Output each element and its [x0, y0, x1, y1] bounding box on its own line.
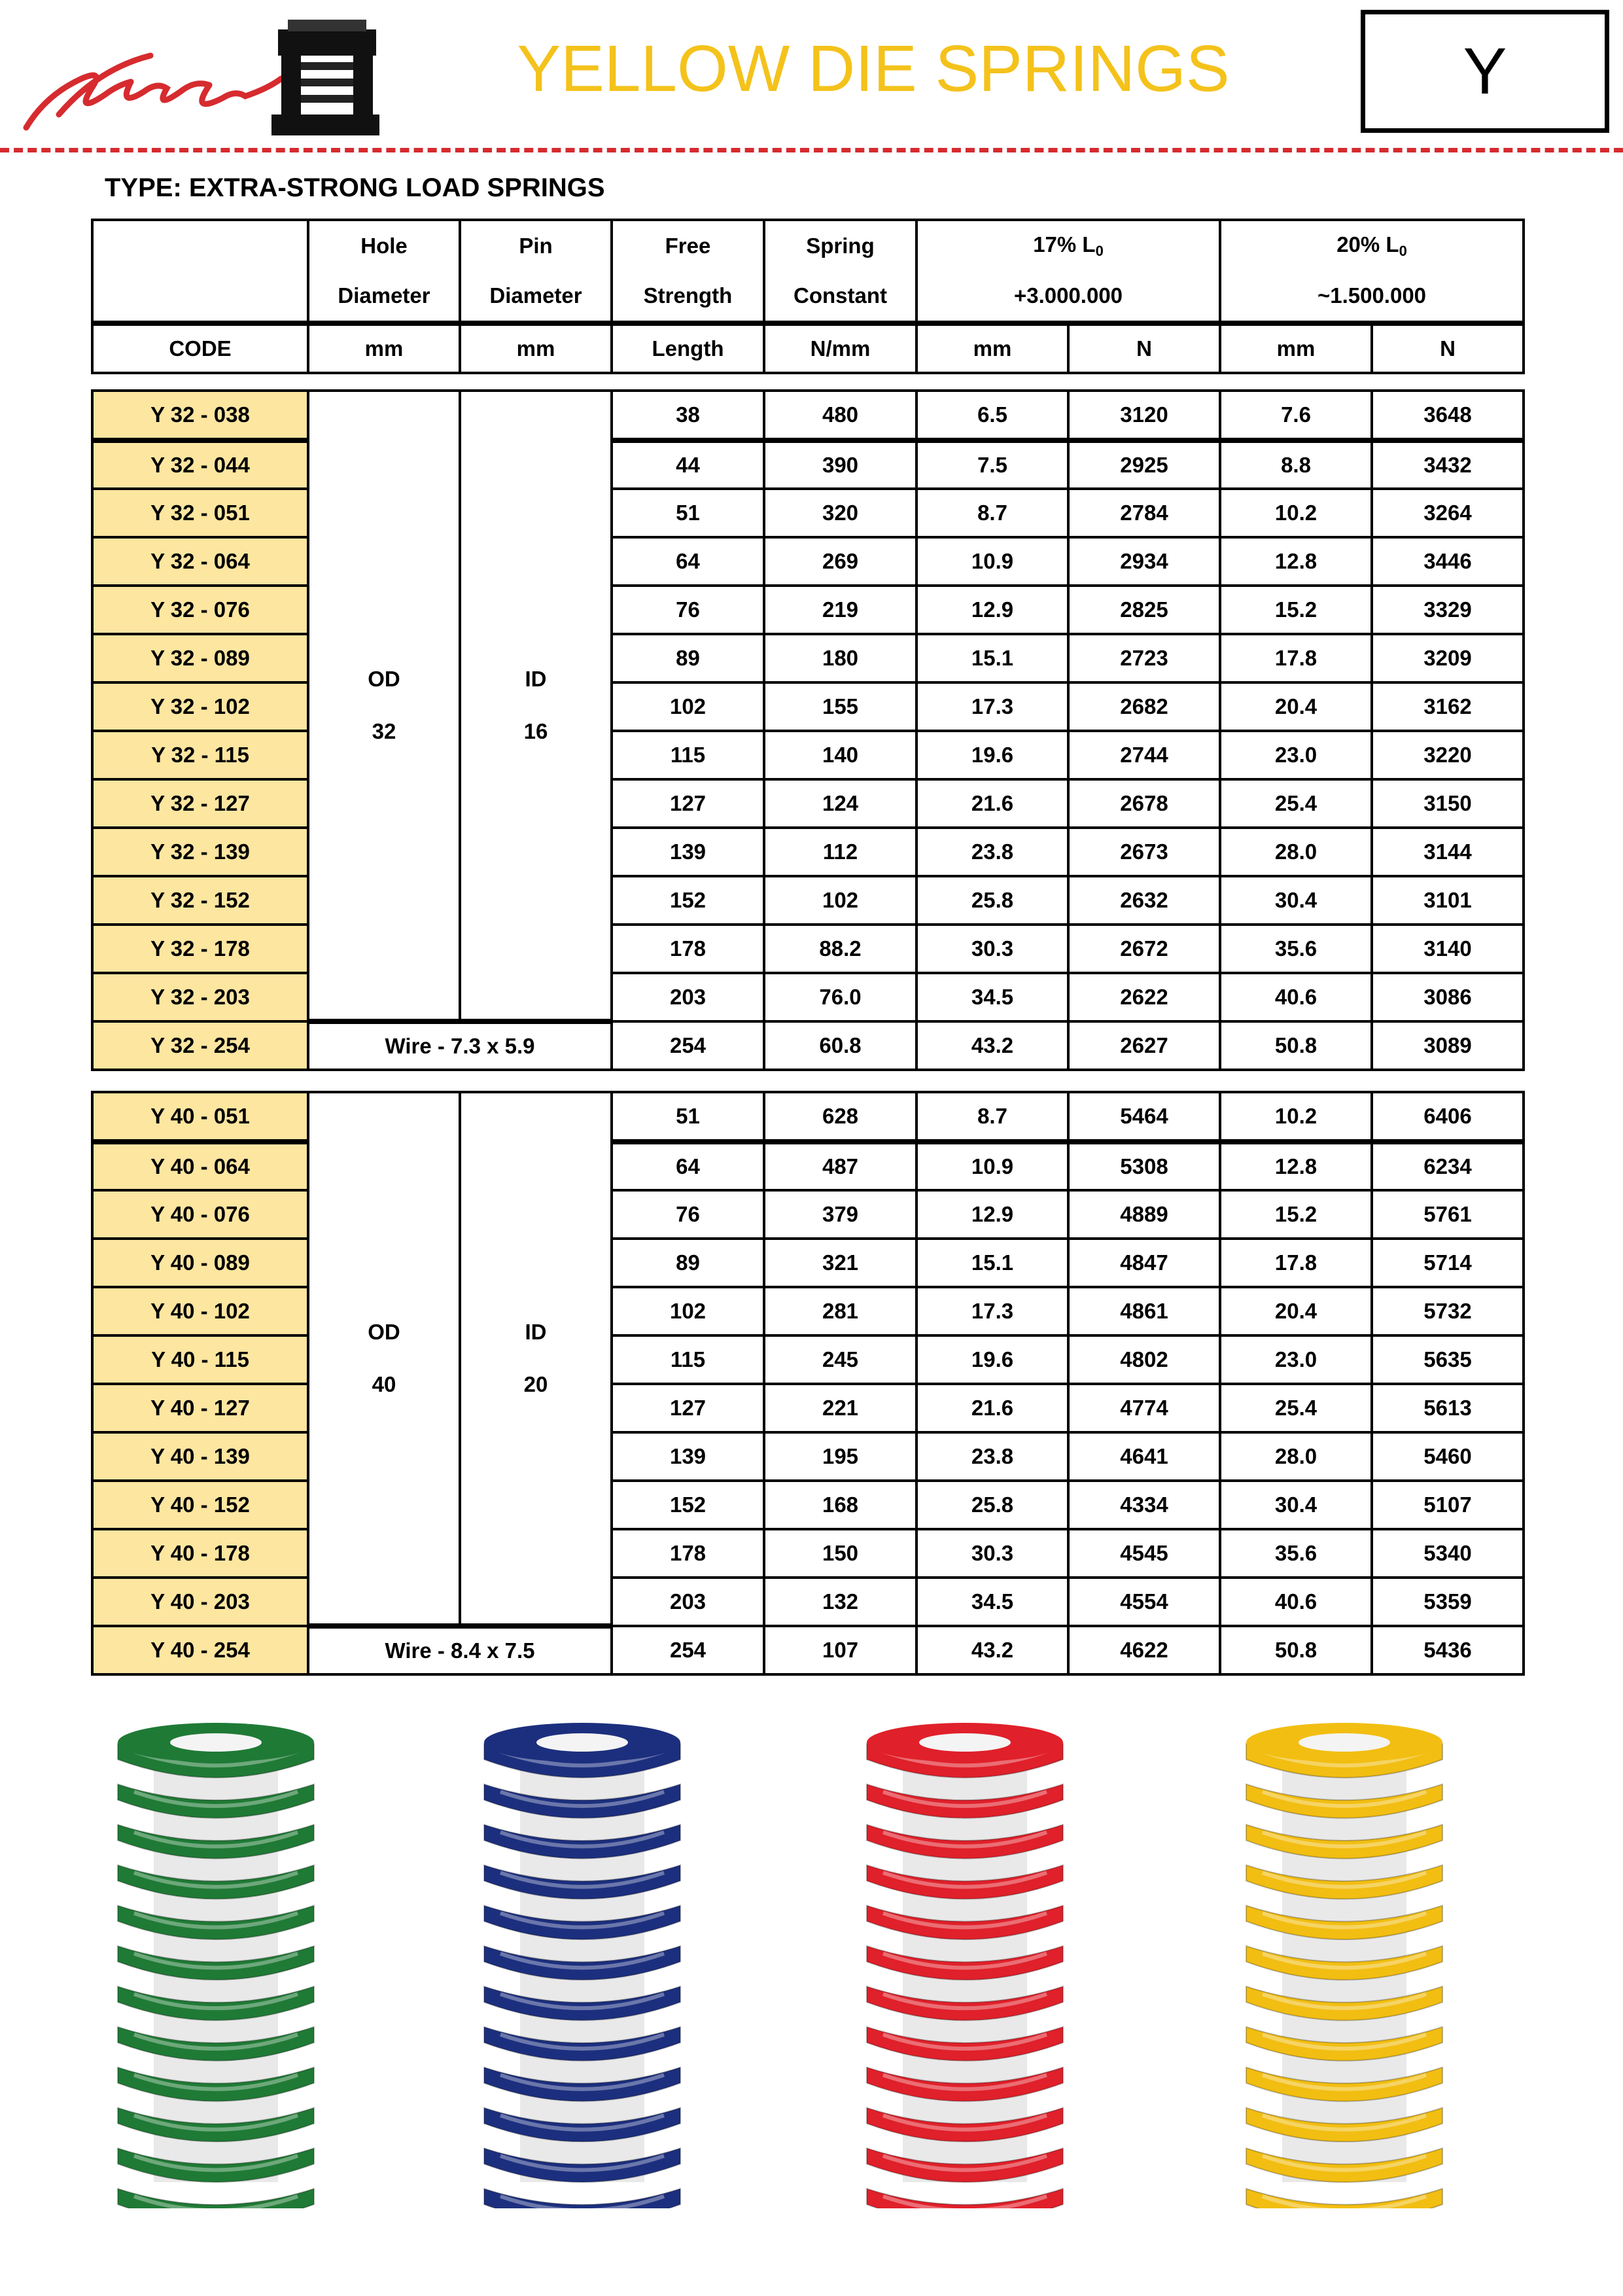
spring-constant-cell: 155 — [764, 682, 916, 731]
p20-n-cell: 5714 — [1372, 1239, 1524, 1287]
spring-constant-cell: 140 — [764, 731, 916, 779]
p20-n-cell: 3150 — [1372, 779, 1524, 828]
p17-mm-cell: 30.3 — [916, 925, 1068, 973]
free-length-cell: 89 — [612, 1239, 764, 1287]
spring-constant-cell: 168 — [764, 1481, 916, 1529]
table-row — [92, 1626, 1524, 1674]
type-badge: Y — [1361, 10, 1609, 133]
p17-mm-cell: 43.2 — [916, 1021, 1068, 1070]
free-length-cell: 51 — [612, 1092, 764, 1142]
p17-mm-cell: 19.6 — [916, 1335, 1068, 1384]
p20-n-cell: 3220 — [1372, 731, 1524, 779]
logo-die-press-icon — [271, 20, 379, 135]
free-length-cell: 178 — [612, 925, 764, 973]
code-cell: Y 32 - 127 — [92, 779, 308, 828]
free-length-cell: 203 — [612, 1578, 764, 1626]
code-cell: Y 40 - 051 — [92, 1092, 308, 1142]
table-row — [92, 1287, 1524, 1335]
p20-n-cell: 3329 — [1372, 586, 1524, 634]
id-value: 20 — [523, 1372, 548, 1396]
code-cell: Y 40 - 139 — [92, 1432, 308, 1481]
free-length-cell: 44 — [612, 440, 764, 489]
p17-n-cell: 2784 — [1068, 489, 1220, 537]
table-row — [92, 1142, 1524, 1190]
spring-constant-cell: 269 — [764, 537, 916, 586]
p17-mm-cell: 23.8 — [916, 828, 1068, 876]
p17-mm-cell: 10.9 — [916, 1142, 1068, 1190]
id-label: ID — [525, 667, 547, 691]
table-row — [92, 828, 1524, 876]
p20-n-cell: 5460 — [1372, 1432, 1524, 1481]
spring-constant-cell: 102 — [764, 876, 916, 925]
p17-n-cell: 2825 — [1068, 586, 1220, 634]
p17-n-cell: 4622 — [1068, 1626, 1220, 1674]
code-cell: Y 40 - 064 — [92, 1142, 308, 1190]
inner-diameter-cell — [460, 1092, 612, 1626]
free-header-3: Length — [612, 323, 764, 373]
table-row — [92, 1432, 1524, 1481]
p20-mm-cell: 15.2 — [1220, 586, 1372, 634]
p17-n-cell: 3120 — [1068, 391, 1220, 440]
p17-mm-cell: 25.8 — [916, 876, 1068, 925]
p20-mm-cell: 40.6 — [1220, 973, 1372, 1021]
code-cell: Y 32 - 064 — [92, 537, 308, 586]
table-row — [92, 1190, 1524, 1239]
outer-diameter-cell — [308, 391, 460, 1021]
percent20-value: ~1.500.000 — [1220, 271, 1524, 323]
free-length-cell: 115 — [612, 1335, 764, 1384]
pin-header-1: Pin — [460, 220, 612, 271]
p20-n-cell: 3140 — [1372, 925, 1524, 973]
free-header-1: Free — [612, 220, 764, 271]
wire-size-cell: Wire - 8.4 x 7.5 — [308, 1626, 612, 1674]
spring-header-2: Constant — [764, 271, 916, 323]
code-cell: Y 32 - 178 — [92, 925, 308, 973]
p20-n-cell: 6234 — [1372, 1142, 1524, 1190]
spring-header-1: Spring — [764, 220, 916, 271]
spring-constant-cell: 245 — [764, 1335, 916, 1384]
percent17-header — [916, 220, 1220, 271]
p20-mm-cell: 28.0 — [1220, 1432, 1372, 1481]
code-cell: Y 40 - 089 — [92, 1239, 308, 1287]
table-row — [92, 682, 1524, 731]
p17-mm-cell: 30.3 — [916, 1529, 1068, 1578]
free-length-cell: 64 — [612, 1142, 764, 1190]
free-length-cell: 178 — [612, 1529, 764, 1578]
p20-mm-cell: 35.6 — [1220, 925, 1372, 973]
table-row — [92, 1239, 1524, 1287]
table-row — [92, 634, 1524, 682]
p20-mm-unit: mm — [1220, 323, 1372, 373]
p17-n-cell: 2925 — [1068, 440, 1220, 489]
percent20-header — [1220, 220, 1524, 271]
spring-table-40 — [91, 1091, 1525, 1676]
p20-mm-cell: 30.4 — [1220, 1481, 1372, 1529]
spring-constant-cell: 76.0 — [764, 973, 916, 1021]
p20-mm-cell: 8.8 — [1220, 440, 1372, 489]
p20-mm-cell: 17.8 — [1220, 634, 1372, 682]
code-cell: Y 32 - 152 — [92, 876, 308, 925]
p17-n-cell: 4334 — [1068, 1481, 1220, 1529]
p20-n-cell: 5635 — [1372, 1335, 1524, 1384]
p20-mm-cell: 23.0 — [1220, 1335, 1372, 1384]
table-row — [92, 779, 1524, 828]
table-row — [92, 586, 1524, 634]
p20-n-cell: 5761 — [1372, 1190, 1524, 1239]
spring-constant-cell: 487 — [764, 1142, 916, 1190]
spring-image-yellow — [1236, 1711, 1452, 2208]
p20-n-cell: 3648 — [1372, 391, 1524, 440]
p20-mm-cell: 25.4 — [1220, 1384, 1372, 1432]
p20-mm-cell: 28.0 — [1220, 828, 1372, 876]
free-length-cell: 203 — [612, 973, 764, 1021]
p17-mm-cell: 12.9 — [916, 586, 1068, 634]
od-label: OD — [368, 1320, 400, 1344]
table-row — [92, 876, 1524, 925]
p20-n-cell: 3144 — [1372, 828, 1524, 876]
spring-image-blue — [474, 1711, 690, 2208]
table-row — [92, 925, 1524, 973]
p20-mm-cell: 12.8 — [1220, 1142, 1372, 1190]
p20-mm-cell: 15.2 — [1220, 1190, 1372, 1239]
p17-mm-cell: 25.8 — [916, 1481, 1068, 1529]
table-row — [92, 391, 1524, 440]
p20-n-cell: 3209 — [1372, 634, 1524, 682]
p20-n-cell: 5436 — [1372, 1626, 1524, 1674]
p20-n-cell: 3432 — [1372, 440, 1524, 489]
code-cell: Y 40 - 178 — [92, 1529, 308, 1578]
p20-n-unit: N — [1372, 323, 1524, 373]
p20-n-cell: 3086 — [1372, 973, 1524, 1021]
spring-constant-cell: 132 — [764, 1578, 916, 1626]
header-blank-cell — [92, 220, 308, 323]
code-cell: Y 32 - 051 — [92, 489, 308, 537]
wire-size-cell: Wire - 7.3 x 5.9 — [308, 1021, 612, 1070]
p17-mm-cell: 17.3 — [916, 1287, 1068, 1335]
percent17-value: +3.000.000 — [916, 271, 1220, 323]
free-length-cell: 64 — [612, 537, 764, 586]
p17-mm-cell: 8.7 — [916, 489, 1068, 537]
p17-mm-cell: 21.6 — [916, 1384, 1068, 1432]
p17-n-cell: 5308 — [1068, 1142, 1220, 1190]
od-value: 40 — [372, 1372, 396, 1396]
p20-n-cell: 5340 — [1372, 1529, 1524, 1578]
code-cell: Y 40 - 152 — [92, 1481, 308, 1529]
p17-mm-cell: 10.9 — [916, 537, 1068, 586]
p20-mm-cell: 20.4 — [1220, 1287, 1372, 1335]
p17-mm-cell: 34.5 — [916, 1578, 1068, 1626]
p17-mm-cell: 15.1 — [916, 1239, 1068, 1287]
spring-constant-cell: 221 — [764, 1384, 916, 1432]
table-row — [92, 1335, 1524, 1384]
spring-constant-cell: 88.2 — [764, 925, 916, 973]
p17-mm-cell: 21.6 — [916, 779, 1068, 828]
code-cell: Y 40 - 203 — [92, 1578, 308, 1626]
table-row — [92, 537, 1524, 586]
spring-unit: N/mm — [764, 323, 916, 373]
code-cell: Y 40 - 127 — [92, 1384, 308, 1432]
code-cell: Y 40 - 102 — [92, 1287, 308, 1335]
free-length-cell: 102 — [612, 1287, 764, 1335]
dashed-divider — [0, 148, 1623, 152]
free-length-cell: 127 — [612, 1384, 764, 1432]
p20-n-cell: 3101 — [1372, 876, 1524, 925]
spring-constant-cell: 628 — [764, 1092, 916, 1142]
percent20-label: 20% L — [1336, 232, 1399, 256]
hole-header-2: Diameter — [308, 271, 460, 323]
p17-n-cell: 5464 — [1068, 1092, 1220, 1142]
code-cell: Y 32 - 139 — [92, 828, 308, 876]
p20-n-cell: 3162 — [1372, 682, 1524, 731]
code-cell: Y 32 - 044 — [92, 440, 308, 489]
code-cell: Y 32 - 203 — [92, 973, 308, 1021]
p17-n-cell: 4889 — [1068, 1190, 1220, 1239]
p17-mm-cell: 12.9 — [916, 1190, 1068, 1239]
code-header: CODE — [92, 323, 308, 373]
table-row — [92, 1384, 1524, 1432]
spring-constant-cell: 150 — [764, 1529, 916, 1578]
table-row — [92, 1529, 1524, 1578]
p20-mm-cell: 50.8 — [1220, 1021, 1372, 1070]
code-cell: Y 40 - 115 — [92, 1335, 308, 1384]
p20-mm-cell: 40.6 — [1220, 1578, 1372, 1626]
p20-mm-cell: 35.6 — [1220, 1529, 1372, 1578]
code-cell: Y 32 - 115 — [92, 731, 308, 779]
percent17-subscript: 0 — [1095, 243, 1104, 259]
outer-diameter-cell — [308, 1092, 460, 1626]
spring-constant-cell: 321 — [764, 1239, 916, 1287]
inner-diameter-cell — [460, 391, 612, 1021]
table-row — [92, 1021, 1524, 1070]
hole-unit: mm — [308, 323, 460, 373]
p17-n-cell: 4641 — [1068, 1432, 1220, 1481]
p17-n-cell: 2672 — [1068, 925, 1220, 973]
p20-mm-cell: 25.4 — [1220, 779, 1372, 828]
od-value: 32 — [372, 719, 396, 743]
p17-mm-unit: mm — [916, 323, 1068, 373]
p17-mm-cell: 34.5 — [916, 973, 1068, 1021]
p17-n-cell: 4554 — [1068, 1578, 1220, 1626]
free-length-cell: 152 — [612, 1481, 764, 1529]
spring-constant-cell: 480 — [764, 391, 916, 440]
p20-n-cell: 5613 — [1372, 1384, 1524, 1432]
p17-n-cell: 2627 — [1068, 1021, 1220, 1070]
code-cell: Y 32 - 254 — [92, 1021, 308, 1070]
p17-mm-cell: 8.7 — [916, 1092, 1068, 1142]
code-cell: Y 32 - 038 — [92, 391, 308, 440]
table-row — [92, 440, 1524, 489]
p20-n-cell: 5359 — [1372, 1578, 1524, 1626]
spring-constant-cell: 107 — [764, 1626, 916, 1674]
p17-mm-cell: 6.5 — [916, 391, 1068, 440]
logo-script-mark — [26, 56, 281, 128]
spring-image-green — [108, 1711, 324, 2208]
free-length-cell: 76 — [612, 1190, 764, 1239]
table-row — [92, 973, 1524, 1021]
p20-n-cell: 5732 — [1372, 1287, 1524, 1335]
free-length-cell: 89 — [612, 634, 764, 682]
p17-mm-cell: 7.5 — [916, 440, 1068, 489]
spring-constant-cell: 180 — [764, 634, 916, 682]
p17-mm-cell: 43.2 — [916, 1626, 1068, 1674]
spring-constant-cell: 112 — [764, 828, 916, 876]
p17-mm-cell: 15.1 — [916, 634, 1068, 682]
p17-n-cell: 2632 — [1068, 876, 1220, 925]
p20-n-cell: 6406 — [1372, 1092, 1524, 1142]
p17-n-cell: 2934 — [1068, 537, 1220, 586]
table-row — [92, 1092, 1524, 1142]
free-length-cell: 152 — [612, 876, 764, 925]
table-row — [92, 489, 1524, 537]
free-header-2: Strength — [612, 271, 764, 323]
spring-constant-cell: 320 — [764, 489, 916, 537]
p20-mm-cell: 17.8 — [1220, 1239, 1372, 1287]
p20-mm-cell: 20.4 — [1220, 682, 1372, 731]
spring-constant-cell: 219 — [764, 586, 916, 634]
free-length-cell: 254 — [612, 1021, 764, 1070]
p20-mm-cell: 50.8 — [1220, 1626, 1372, 1674]
spring-constant-cell: 195 — [764, 1432, 916, 1481]
code-cell: Y 40 - 076 — [92, 1190, 308, 1239]
p20-mm-cell: 12.8 — [1220, 537, 1372, 586]
p20-n-cell: 5107 — [1372, 1481, 1524, 1529]
company-logo — [20, 16, 379, 141]
table-row — [92, 731, 1524, 779]
p17-n-cell: 4774 — [1068, 1384, 1220, 1432]
free-length-cell: 139 — [612, 1432, 764, 1481]
percent20-subscript: 0 — [1399, 243, 1407, 259]
p20-mm-cell: 10.2 — [1220, 489, 1372, 537]
table-row — [92, 1578, 1524, 1626]
p20-mm-cell: 23.0 — [1220, 731, 1372, 779]
p17-mm-cell: 17.3 — [916, 682, 1068, 731]
p17-n-unit: N — [1068, 323, 1220, 373]
table-row — [92, 1481, 1524, 1529]
p17-n-cell: 4847 — [1068, 1239, 1220, 1287]
pin-unit: mm — [460, 323, 612, 373]
spring-image-red — [857, 1711, 1073, 2208]
id-value: 16 — [523, 719, 548, 743]
spring-constant-cell: 124 — [764, 779, 916, 828]
free-length-cell: 139 — [612, 828, 764, 876]
free-length-cell: 76 — [612, 586, 764, 634]
code-cell: Y 32 - 076 — [92, 586, 308, 634]
code-cell: Y 40 - 254 — [92, 1626, 308, 1674]
p17-mm-cell: 23.8 — [916, 1432, 1068, 1481]
free-length-cell: 51 — [612, 489, 764, 537]
p20-n-cell: 3264 — [1372, 489, 1524, 537]
p17-n-cell: 2622 — [1068, 973, 1220, 1021]
percent17-label: 17% L — [1033, 232, 1096, 256]
hole-header-1: Hole — [308, 220, 460, 271]
code-cell: Y 32 - 102 — [92, 682, 308, 731]
free-length-cell: 127 — [612, 779, 764, 828]
spring-constant-cell: 379 — [764, 1190, 916, 1239]
page-title: YELLOW DIE SPRINGS — [517, 32, 1230, 105]
p20-mm-cell: 10.2 — [1220, 1092, 1372, 1142]
column-header-table — [91, 219, 1525, 374]
p20-mm-cell: 30.4 — [1220, 876, 1372, 925]
free-length-cell: 254 — [612, 1626, 764, 1674]
free-length-cell: 102 — [612, 682, 764, 731]
p17-n-cell: 2723 — [1068, 634, 1220, 682]
p20-mm-cell: 7.6 — [1220, 391, 1372, 440]
p20-n-cell: 3446 — [1372, 537, 1524, 586]
spring-constant-cell: 390 — [764, 440, 916, 489]
p17-n-cell: 2744 — [1068, 731, 1220, 779]
id-label: ID — [525, 1320, 547, 1344]
free-length-cell: 115 — [612, 731, 764, 779]
pin-header-2: Diameter — [460, 271, 612, 323]
section-subtitle: TYPE: EXTRA-STRONG LOAD SPRINGS — [105, 173, 605, 202]
p17-n-cell: 4545 — [1068, 1529, 1220, 1578]
p20-n-cell: 3089 — [1372, 1021, 1524, 1070]
p17-n-cell: 2678 — [1068, 779, 1220, 828]
p17-n-cell: 4802 — [1068, 1335, 1220, 1384]
od-label: OD — [368, 667, 400, 691]
free-length-cell: 38 — [612, 391, 764, 440]
spring-constant-cell: 281 — [764, 1287, 916, 1335]
p17-n-cell: 2682 — [1068, 682, 1220, 731]
p17-mm-cell: 19.6 — [916, 731, 1068, 779]
code-cell: Y 32 - 089 — [92, 634, 308, 682]
p17-n-cell: 2673 — [1068, 828, 1220, 876]
spring-constant-cell: 60.8 — [764, 1021, 916, 1070]
spring-table-32 — [91, 389, 1525, 1071]
p17-n-cell: 4861 — [1068, 1287, 1220, 1335]
